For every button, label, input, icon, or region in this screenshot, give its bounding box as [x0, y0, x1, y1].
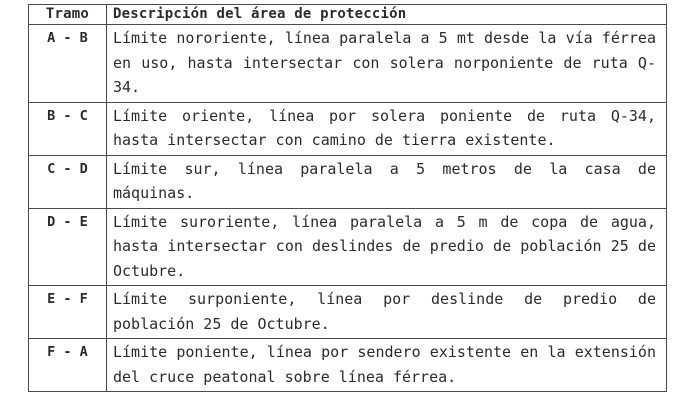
description-cell: Límite suroriente, línea paralela a 5 m de copa de agua, hasta intersectar con deslindes de predio de población 25 de Octubre. [107, 208, 667, 286]
table-header-row [29, 5, 667, 25]
description-cell: Límite oriente, línea por solera poniente de ruta Q-34, hasta intersectar con camino de tierra existente. [107, 102, 667, 155]
table-row [29, 286, 667, 339]
table-row [29, 155, 667, 208]
tramo-cell: D - E [29, 208, 107, 286]
tramo-cell: E - F [29, 286, 107, 339]
table-row [29, 102, 667, 155]
description-cell: Límite poniente, línea por sendero existente en la extensión del cruce peatonal sobre línea férrea. [107, 339, 667, 392]
description-cell: Límite surponiente, línea por deslinde de predio de población 25 de Octubre. [107, 286, 667, 339]
protection-area-table [28, 4, 667, 392]
header-tramo: Tramo [29, 5, 107, 25]
table-row [29, 25, 667, 103]
table-row [29, 208, 667, 286]
header-descripcion: Descripción del área de protección [107, 5, 667, 25]
table-row [29, 339, 667, 392]
tramo-cell: C - D [29, 155, 107, 208]
description-cell: Límite sur, línea paralela a 5 metros de la casa de máquinas. [107, 155, 667, 208]
tramo-cell: F - A [29, 339, 107, 392]
tramo-cell: A - B [29, 25, 107, 103]
description-cell: Límite nororiente, línea paralela a 5 mt desde la vía férrea en uso, hasta intersectar con solera norponiente de ruta Q-34. [107, 25, 667, 103]
tramo-cell: B - C [29, 102, 107, 155]
